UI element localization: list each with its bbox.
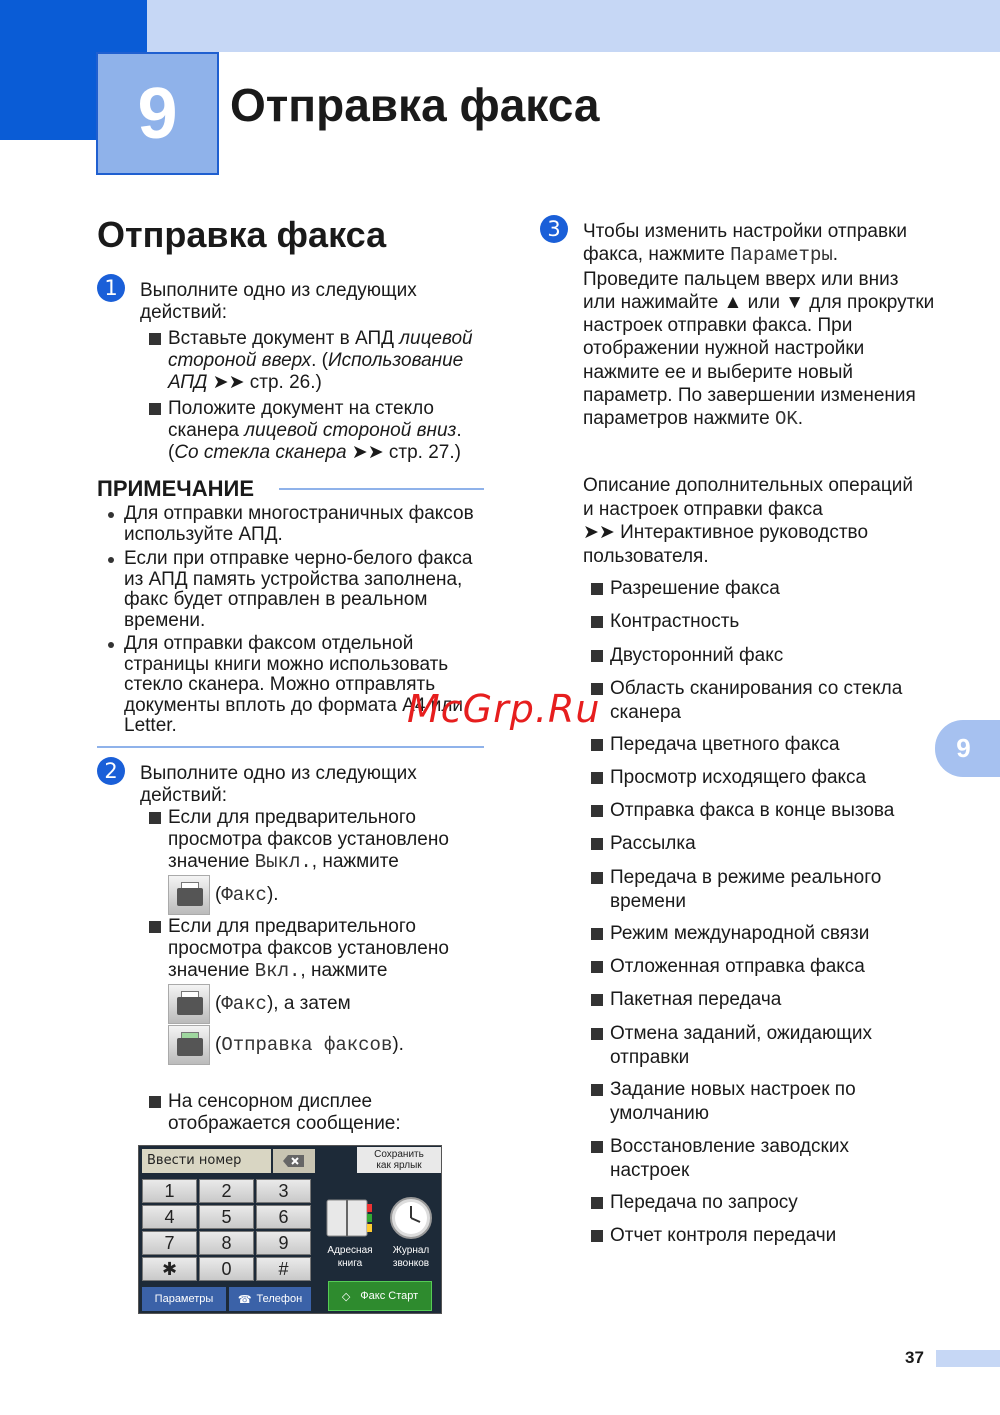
call-log-label: Журнал звонков xyxy=(392,1245,430,1269)
settings-list-item: Разрешение факса xyxy=(610,578,780,599)
step-1-badge: 1 xyxy=(97,274,125,302)
call-log-icon[interactable] xyxy=(389,1196,433,1240)
note-bottom-rule xyxy=(97,746,484,748)
phone-button[interactable]: ☎ Телефон xyxy=(229,1287,311,1311)
fax-label-2: (Факс), а затем xyxy=(215,993,351,1015)
key-4[interactable]: 4 xyxy=(142,1205,197,1229)
bullet-square xyxy=(149,333,161,345)
settings-list-item: Область сканирования со стекла сканера xyxy=(610,678,903,723)
settings-list-item: Рассылка xyxy=(610,833,696,854)
key-3[interactable]: 3 xyxy=(256,1179,311,1203)
bullet-square xyxy=(591,583,603,595)
bullet-square xyxy=(591,961,603,973)
key-9[interactable]: 9 xyxy=(256,1231,311,1255)
settings-list-item: Отправка факса в конце вызова xyxy=(610,800,895,821)
more-info-text: Описание дополнительных операций и настроек отправки факса ➤➤ Интерактивное руководство пользователя. xyxy=(583,475,913,567)
note-rule xyxy=(279,488,484,490)
step-1-intro: Выполните одно из следующих действий: xyxy=(140,280,417,323)
settings-list-item: Пакетная передача xyxy=(610,989,782,1010)
page-number: 37 xyxy=(905,1348,924,1367)
bullet-square xyxy=(591,1141,603,1153)
note-item-2: Если при отправке черно-белого факса из АПД память устройства заполнена, факс будет отправлен в реальном времени. xyxy=(124,548,473,631)
chapter-tab: 9 xyxy=(935,720,1000,777)
bullet-square xyxy=(591,994,603,1006)
key-7[interactable]: 7 xyxy=(142,1231,197,1255)
note-item-1: Для отправки многостраничных факсов используйте АПД. xyxy=(124,503,474,545)
chapter-title: Отправка факса xyxy=(230,79,600,131)
backspace-icon[interactable] xyxy=(273,1149,315,1173)
settings-list-item: Задание новых настроек по умолчанию xyxy=(610,1079,856,1124)
phone-icon: ☎ xyxy=(237,1293,252,1306)
bullet-square xyxy=(591,838,603,850)
number-input-field[interactable]: Ввести номер xyxy=(142,1149,271,1173)
step-3-text: Чтобы изменить настройки отправки факса, нажмите Параметры. Проведите пальцем вверх или вниз или нажимайте ▲ или ▼ для прокрутки настроек отправки факса. При отображении нужной настройки нажмите ее и выберите новый параметр. По завершении изменения параметров нажмите OK. xyxy=(583,221,935,431)
settings-list-item: Передача по запросу xyxy=(610,1192,798,1213)
touchscreen-display xyxy=(138,1145,442,1314)
key-5[interactable]: 5 xyxy=(199,1205,254,1229)
section-title: Отправка факса xyxy=(97,214,387,255)
bullet-square xyxy=(591,1197,603,1209)
start-icon: ◇ xyxy=(341,1290,351,1303)
watermark: McGrp.Ru xyxy=(407,687,601,731)
bullet-square xyxy=(149,403,161,415)
settings-list-item: Восстановление заводских настроек xyxy=(610,1136,849,1181)
address-book-label: Адресная книга xyxy=(327,1245,373,1269)
fax-icon[interactable] xyxy=(168,984,210,1024)
fax-start-button[interactable]: ◇ Факс Старт xyxy=(328,1281,432,1311)
header-light-band xyxy=(147,0,1000,52)
bullet-square xyxy=(149,1096,161,1108)
settings-list-item: Двусторонний факс xyxy=(610,645,784,666)
step-1-bullet-2: Положите документ на стекло сканера лицевой стороной вниз. (Со стекла сканера ➤➤ стр. 27.) xyxy=(168,398,462,463)
bullet-square xyxy=(591,805,603,817)
step-2-bullet-1: Если для предварительного просмотра факсов установлено значение Выкл., нажмите xyxy=(168,807,449,873)
address-book-icon[interactable] xyxy=(323,1198,375,1238)
page-number-bar xyxy=(936,1350,1000,1367)
bullet-square xyxy=(591,739,603,751)
settings-list-item: Просмотр исходящего факса xyxy=(610,767,867,788)
bullet-dot xyxy=(108,642,114,648)
bullet-dot xyxy=(108,512,114,518)
step-2-bullet-2: Если для предварительного просмотра факсов установлено значение Вкл., нажмите xyxy=(168,916,449,982)
bullet-square xyxy=(591,1028,603,1040)
step-2-bullet-3: На сенсорном дисплее отображается сообщение: xyxy=(168,1091,401,1134)
save-shortcut-button[interactable]: Сохранить как ярлык xyxy=(357,1147,441,1173)
bullet-square xyxy=(591,872,603,884)
key-1[interactable]: 1 xyxy=(142,1179,197,1203)
step-1-bullet-1: Вставьте документ в АПД лицевой стороной вверх. (Использование АПД ➤➤ стр. 26.) xyxy=(168,328,473,393)
bullet-square xyxy=(149,812,161,824)
step-3-badge: 3 xyxy=(540,215,568,243)
chapter-number: 9 xyxy=(137,73,178,154)
step-2-intro: Выполните одно из следующих действий: xyxy=(140,763,417,806)
bullet-square xyxy=(591,928,603,940)
settings-list-item: Передача в режиме реального времени xyxy=(610,867,882,912)
params-button[interactable]: Параметры xyxy=(142,1287,226,1311)
bullet-dot xyxy=(108,557,114,563)
key-star[interactable]: ✱ xyxy=(142,1257,197,1281)
bullet-square xyxy=(591,1084,603,1096)
settings-list-item: Передача цветного факса xyxy=(610,734,840,755)
fax-label-1: (Факс). xyxy=(215,884,279,906)
key-8[interactable]: 8 xyxy=(199,1231,254,1255)
chapter-number-box xyxy=(96,52,219,175)
bullet-square xyxy=(591,1230,603,1242)
note-heading: ПРИМЕЧАНИЕ xyxy=(97,476,255,501)
bullet-square xyxy=(591,616,603,628)
send-fax-label: (Отправка факсов). xyxy=(215,1034,404,1056)
key-hash[interactable]: # xyxy=(256,1257,311,1281)
bullet-square xyxy=(591,772,603,784)
key-2[interactable]: 2 xyxy=(199,1179,254,1203)
fax-icon[interactable] xyxy=(168,875,210,915)
settings-list-item: Режим международной связи xyxy=(610,923,870,944)
step-2-badge: 2 xyxy=(97,757,125,785)
bullet-square xyxy=(591,650,603,662)
settings-list-item: Отмена заданий, ожидающих отправки xyxy=(610,1023,872,1068)
key-0[interactable]: 0 xyxy=(199,1257,254,1281)
settings-list-item: Контрастность xyxy=(610,611,740,632)
send-fax-icon[interactable] xyxy=(168,1025,210,1065)
settings-list-item: Отчет контроля передачи xyxy=(610,1225,837,1246)
note-item-3: Для отправки факсом отдельной страницы книги можно использовать стекло сканера. Можно отправлять документы вплоть до формата A4 или Letter. xyxy=(124,633,464,736)
settings-list-item: Отложенная отправка факса xyxy=(610,956,865,977)
bullet-square xyxy=(149,921,161,933)
key-6[interactable]: 6 xyxy=(256,1205,311,1229)
